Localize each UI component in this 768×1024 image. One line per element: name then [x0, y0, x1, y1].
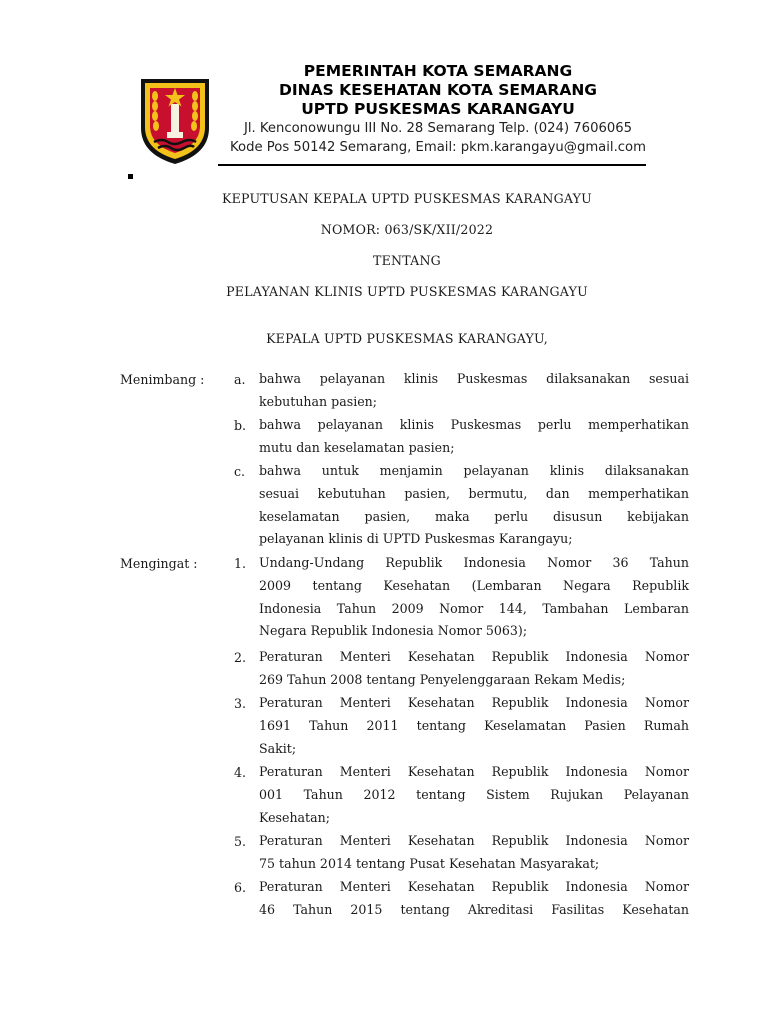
list-item: bahwa pelayanan klinis Puskesmas perlu memperhatikan mutu dan keselamatan pasien;	[259, 417, 689, 455]
decree-issuer: KEPALA UPTD PUSKESMAS KARANGAYU,	[266, 331, 548, 346]
list-marker: a.	[234, 372, 246, 387]
list-marker: 4.	[234, 765, 247, 780]
bullet-marker-icon	[128, 174, 133, 179]
address-line: Jl. Kenconowungu III No. 28 Semarang Telp. (024) 7606065	[243, 121, 633, 136]
list-marker: 1.	[234, 556, 247, 571]
decree-subject: PELAYANAN KLINIS UPTD PUSKESMAS KARANGAYU	[226, 284, 588, 299]
list-marker: 2.	[234, 650, 247, 665]
list-marker: 3.	[234, 696, 247, 711]
decree-about: TENTANG	[373, 253, 441, 268]
list-marker: b.	[234, 418, 247, 433]
semarang-coat-of-arms-icon	[138, 76, 212, 166]
list-item: Peraturan Menteri Kesehatan Republik Indonesia Nomor 46 Tahun 2015 tentang Akreditasi Fasilitas Kesehatan	[259, 879, 689, 917]
list-item: bahwa pelayanan klinis Puskesmas dilaksanakan sesuai kebutuhan pasien;	[259, 371, 689, 409]
list-item: Peraturan Menteri Kesehatan Republik Indonesia Nomor 75 tahun 2014 tentang Pusat Kesehatan Masyarakat;	[259, 833, 689, 871]
office-name: UPTD PUSKESMAS KARANGAYU	[301, 100, 575, 118]
decree-title: KEPUTUSAN KEPALA UPTD PUSKESMAS KARANGAYU	[222, 191, 592, 206]
letterhead	[222, 62, 654, 157]
list-item: Peraturan Menteri Kesehatan Republik Indonesia Nomor 001 Tahun 2012 tentang Sistem Rujukan Pelayanan Kesehatan;	[259, 764, 689, 825]
decree-number: NOMOR: 063/SK/XII/2022	[320, 222, 494, 237]
list-item: Undang-Undang Republik Indonesia Nomor 36 Tahun 2009 tentang Kesehatan (Lembaran Negara Republik Indonesia Tahun 2009 Nomor 144, Tambahan Lembaran Negara Republik Indonesia Nomor 5063);	[259, 555, 689, 639]
list-item: Peraturan Menteri Kesehatan Republik Indonesia Nomor 1691 Tahun 2011 tentang Keselamatan Pasien Rumah Sakit;	[259, 695, 689, 756]
contact-line: Kode Pos 50142 Semarang, Email: pkm.karangayu@gmail.com	[230, 140, 646, 155]
menimbang-label: Menimbang :	[120, 372, 205, 387]
list-item: bahwa untuk menjamin pelayanan klinis dilaksanakan sesuai kebutuhan pasien, bermutu, dan memperhatikan keselamatan pasien, maka perlu disusun kebijakan pelayanan klinis di UPTD Puskesmas Karangayu;	[259, 463, 689, 547]
agency-name: DINAS KESEHATAN KOTA SEMARANG	[278, 81, 598, 99]
mengingat-label: Mengingat :	[120, 556, 198, 571]
list-marker: 6.	[234, 880, 247, 895]
list-item: Peraturan Menteri Kesehatan Republik Indonesia Nomor 269 Tahun 2008 tentang Penyelenggaraan Rekam Medis;	[259, 649, 689, 687]
government-name: PEMERINTAH KOTA SEMARANG	[303, 62, 573, 80]
list-marker: 5.	[234, 834, 247, 849]
list-marker: c.	[234, 464, 246, 479]
letterhead-divider	[218, 164, 646, 166]
